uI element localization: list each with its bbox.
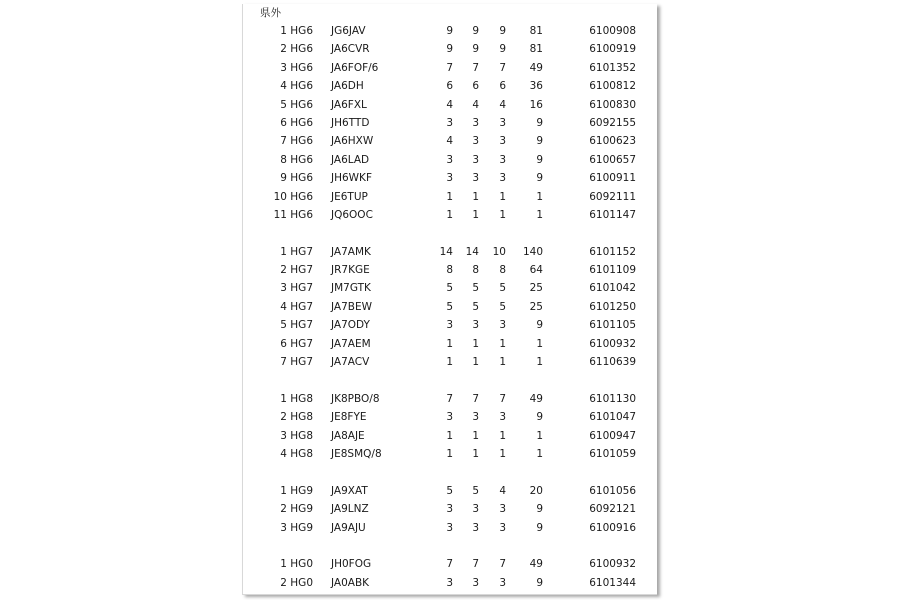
group-code-cell: HG9 (290, 484, 313, 497)
score-cell: 9 (536, 503, 543, 516)
entry-id-cell: 6101250 (589, 300, 636, 313)
result-group-hg9 (243, 482, 657, 537)
count-a-cell: 1 (446, 208, 453, 221)
rank-group-cell (280, 519, 313, 537)
group-code-cell: HG7 (290, 264, 313, 277)
group-code-cell: HG6 (290, 98, 313, 111)
count-a-cell: 7 (446, 392, 453, 405)
rank-cell: 6 (280, 116, 287, 129)
group-code-cell: HG6 (290, 190, 313, 203)
table-row (243, 132, 657, 150)
rank-group-cell (280, 574, 313, 592)
score-cell: 9 (536, 411, 543, 424)
table-row (243, 40, 657, 58)
entry-id-cell: 6101344 (589, 576, 636, 589)
count-b-cell: 1 (472, 356, 479, 369)
count-b-cell: 3 (472, 172, 479, 185)
count-a-cell: 3 (446, 116, 453, 129)
count-c-cell: 3 (499, 153, 506, 166)
rank-group-cell (280, 261, 313, 279)
callsign-cell: JK8PBO/8 (331, 392, 380, 405)
rank-group-cell (280, 427, 313, 445)
rank-cell: 1 (280, 245, 287, 258)
callsign-cell: JA7ODY (331, 319, 370, 332)
table-row (243, 261, 657, 279)
entry-id-cell: 6101109 (589, 264, 636, 277)
group-code-cell: HG7 (290, 282, 313, 295)
count-a-cell: 1 (446, 447, 453, 460)
rank-group-cell (280, 335, 313, 353)
count-c-cell: 3 (499, 521, 506, 534)
count-a-cell: 1 (446, 356, 453, 369)
count-c-cell: 3 (499, 576, 506, 589)
callsign-cell: JA6FXL (331, 98, 367, 111)
count-b-cell: 3 (472, 116, 479, 129)
score-cell: 49 (529, 61, 543, 74)
count-a-cell: 5 (446, 282, 453, 295)
count-a-cell: 6 (446, 80, 453, 93)
rank-group-cell (280, 114, 313, 132)
table-row (243, 482, 657, 500)
rank-cell: 3 (280, 521, 287, 534)
callsign-cell: JA8AJE (331, 429, 365, 442)
group-code-cell: HG6 (290, 135, 313, 148)
score-cell: 9 (536, 319, 543, 332)
callsign-cell: JA6LAD (331, 153, 370, 166)
group-code-cell: HG8 (290, 411, 313, 424)
section-title: 県外 (260, 7, 281, 19)
rank-group-cell (280, 169, 313, 187)
count-a-cell: 9 (446, 43, 453, 56)
rank-cell: 2 (280, 503, 287, 516)
count-c-cell: 1 (499, 208, 506, 221)
group-code-cell: HG9 (290, 521, 313, 534)
count-c-cell: 1 (499, 429, 506, 442)
callsign-cell: JA9XAT (331, 484, 368, 497)
rank-cell: 7 (280, 356, 287, 369)
count-b-cell: 5 (472, 282, 479, 295)
rank-group-cell (280, 353, 313, 371)
count-a-cell: 3 (446, 576, 453, 589)
count-a-cell: 1 (446, 429, 453, 442)
table-row (243, 59, 657, 77)
group-code-cell: HG7 (290, 300, 313, 313)
entry-id-cell: 6100919 (589, 43, 636, 56)
group-code-cell: HG6 (290, 208, 313, 221)
rank-group-cell (280, 482, 313, 500)
count-b-cell: 8 (472, 264, 479, 277)
count-a-cell: 3 (446, 172, 453, 185)
rank-cell: 2 (280, 43, 287, 56)
callsign-cell: JG6JAV (331, 25, 366, 37)
callsign-cell: JA0ABK (331, 576, 370, 589)
table-row (243, 96, 657, 114)
count-a-cell: 4 (446, 98, 453, 111)
count-a-cell: 3 (446, 521, 453, 534)
rank-cell: 11 (273, 208, 287, 221)
count-c-cell: 4 (499, 98, 506, 111)
results-panel (242, 4, 657, 595)
entry-id-cell: 6100932 (589, 337, 636, 350)
group-code-cell: HG7 (290, 245, 313, 258)
table-row (243, 243, 657, 261)
rank-cell: 10 (273, 190, 287, 203)
group-code-cell: HG0 (290, 576, 313, 589)
rank-cell: 1 (280, 558, 287, 571)
rank-group-cell (280, 298, 313, 316)
rank-cell: 9 (280, 172, 287, 185)
count-c-cell: 5 (499, 282, 506, 295)
score-cell: 9 (536, 116, 543, 129)
score-cell: 1 (536, 337, 543, 350)
count-b-cell: 6 (472, 80, 479, 93)
entry-id-cell: 6101056 (589, 484, 636, 497)
entry-id-cell: 6092121 (589, 503, 636, 516)
callsign-cell: JA6DH (331, 80, 364, 93)
count-c-cell: 7 (499, 558, 506, 571)
table-row (243, 408, 657, 426)
table-row (243, 574, 657, 592)
callsign-cell: JE8SMQ/8 (331, 447, 382, 460)
callsign-cell: JH6TTD (331, 116, 370, 129)
score-cell: 36 (529, 80, 543, 93)
score-cell: 1 (536, 208, 543, 221)
count-b-cell: 3 (472, 521, 479, 534)
table-row (243, 206, 657, 224)
rank-cell: 8 (280, 153, 287, 166)
callsign-cell: JA7ACV (331, 356, 370, 369)
count-b-cell: 1 (472, 190, 479, 203)
table-row (243, 279, 657, 297)
rank-group-cell (280, 555, 313, 573)
callsign-cell: JH6WKF (331, 172, 372, 185)
group-code-cell: HG6 (290, 172, 313, 185)
callsign-cell: JA6FOF/6 (331, 61, 379, 74)
count-a-cell: 1 (446, 337, 453, 350)
count-b-cell: 7 (472, 61, 479, 74)
callsign-cell: JA7AMK (331, 245, 371, 258)
group-code-cell: HG6 (290, 25, 313, 37)
count-c-cell: 9 (499, 43, 506, 56)
rank-cell: 1 (280, 25, 287, 37)
entry-id-cell: 6100908 (589, 25, 636, 37)
score-cell: 1 (536, 447, 543, 460)
entry-id-cell: 6100947 (589, 429, 636, 442)
callsign-cell: JE6TUP (331, 190, 368, 203)
table-row (243, 390, 657, 408)
group-code-cell: HG6 (290, 80, 313, 93)
entry-id-cell: 6101147 (589, 208, 636, 221)
callsign-cell: JA6HXW (331, 135, 374, 148)
count-c-cell: 6 (499, 80, 506, 93)
rank-cell: 3 (280, 282, 287, 295)
rank-group-cell (280, 500, 313, 518)
score-cell: 25 (529, 300, 543, 313)
group-code-cell: HG9 (290, 503, 313, 516)
rank-cell: 6 (280, 337, 287, 350)
score-cell: 9 (536, 172, 543, 185)
count-b-cell: 5 (472, 300, 479, 313)
rank-group-cell (280, 445, 313, 463)
score-cell: 16 (529, 98, 543, 111)
callsign-cell: JA7AEM (331, 337, 371, 350)
entry-id-cell: 6100657 (589, 153, 636, 166)
table-row (243, 519, 657, 537)
table-row (243, 188, 657, 206)
count-c-cell: 10 (492, 245, 506, 258)
group-code-cell: HG6 (290, 61, 313, 74)
table-row (243, 22, 657, 40)
table-row (243, 316, 657, 334)
count-c-cell: 1 (499, 356, 506, 369)
entry-id-cell: 6100623 (589, 135, 636, 148)
entry-id-cell: 6092155 (589, 116, 636, 129)
count-b-cell: 3 (472, 319, 479, 332)
count-a-cell: 3 (446, 503, 453, 516)
entry-id-cell: 6100911 (589, 172, 636, 185)
score-cell: 9 (536, 135, 543, 148)
count-a-cell: 7 (446, 61, 453, 74)
count-c-cell: 3 (499, 135, 506, 148)
callsign-cell: JM7GTK (331, 282, 371, 295)
table-row (243, 114, 657, 132)
count-a-cell: 3 (446, 153, 453, 166)
count-b-cell: 9 (472, 43, 479, 56)
count-c-cell: 8 (499, 264, 506, 277)
group-code-cell: HG8 (290, 429, 313, 442)
group-code-cell: HG7 (290, 319, 313, 332)
group-code-cell: HG0 (290, 558, 313, 571)
table-row (243, 445, 657, 463)
entry-id-cell: 6101352 (589, 61, 636, 74)
rank-group-cell (274, 188, 313, 206)
count-a-cell: 3 (446, 411, 453, 424)
count-c-cell: 3 (499, 172, 506, 185)
rank-group-cell (280, 408, 313, 426)
rank-group-cell (280, 279, 313, 297)
group-code-cell: HG6 (290, 116, 313, 129)
count-a-cell: 5 (446, 484, 453, 497)
table-row (243, 353, 657, 371)
rank-cell: 3 (280, 429, 287, 442)
score-cell: 64 (529, 264, 543, 277)
callsign-cell: JR7KGE (331, 264, 370, 277)
result-group-hg8 (243, 390, 657, 464)
table-row (243, 427, 657, 445)
rank-cell: 3 (280, 61, 287, 74)
rank-group-cell (280, 390, 313, 408)
count-b-cell: 3 (472, 153, 479, 166)
callsign-cell: JE8FYE (331, 411, 367, 424)
result-group-hg6 (243, 22, 657, 224)
count-b-cell: 7 (472, 392, 479, 405)
rank-group-cell (280, 40, 313, 58)
callsign-cell: JA6CVR (331, 43, 370, 56)
count-b-cell: 14 (465, 245, 479, 258)
count-a-cell: 5 (446, 300, 453, 313)
rank-group-cell (280, 151, 313, 169)
count-c-cell: 3 (499, 319, 506, 332)
score-cell: 81 (529, 43, 543, 56)
score-cell: 1 (536, 356, 543, 369)
count-a-cell: 8 (446, 264, 453, 277)
count-b-cell: 3 (472, 576, 479, 589)
table-row (243, 500, 657, 518)
score-cell: 20 (529, 484, 543, 497)
rank-cell: 4 (280, 80, 287, 93)
rank-cell: 2 (280, 264, 287, 277)
score-cell: 81 (529, 25, 543, 37)
callsign-cell: JA9AJU (331, 521, 366, 534)
score-cell: 9 (536, 576, 543, 589)
count-a-cell: 7 (446, 558, 453, 571)
group-code-cell: HG8 (290, 392, 313, 405)
table-row (243, 555, 657, 573)
count-c-cell: 7 (499, 392, 506, 405)
rank-cell: 7 (280, 135, 287, 148)
count-b-cell: 1 (472, 429, 479, 442)
rank-group-cell (280, 22, 313, 40)
entry-id-cell: 6101105 (589, 319, 636, 332)
results-list (243, 22, 657, 595)
rank-cell: 4 (280, 300, 287, 313)
rank-group-cell (280, 316, 313, 334)
entry-id-cell: 6101130 (589, 392, 636, 405)
score-cell: 140 (522, 245, 543, 258)
score-cell: 49 (529, 558, 543, 571)
count-a-cell: 9 (446, 25, 453, 37)
score-cell: 9 (536, 521, 543, 534)
count-c-cell: 1 (499, 447, 506, 460)
count-c-cell: 3 (499, 503, 506, 516)
count-c-cell: 7 (499, 61, 506, 74)
entry-id-cell: 6110639 (589, 356, 636, 369)
count-b-cell: 1 (472, 337, 479, 350)
entry-id-cell: 6100830 (589, 98, 636, 111)
count-c-cell: 9 (499, 25, 506, 37)
score-cell: 1 (536, 429, 543, 442)
callsign-cell: JQ6OOC (331, 208, 373, 221)
rank-cell: 2 (280, 411, 287, 424)
count-b-cell: 3 (472, 411, 479, 424)
score-cell: 49 (529, 392, 543, 405)
callsign-cell: JH0FOG (331, 558, 372, 571)
rank-cell: 1 (280, 484, 287, 497)
group-code-cell: HG6 (290, 153, 313, 166)
score-cell: 1 (536, 190, 543, 203)
callsign-cell: JA7BEW (331, 300, 372, 313)
group-code-cell: HG8 (290, 447, 313, 460)
result-group-hg0 (243, 555, 657, 592)
count-b-cell: 3 (472, 503, 479, 516)
count-a-cell: 3 (446, 319, 453, 332)
entry-id-cell: 6092111 (589, 190, 636, 203)
count-c-cell: 3 (499, 411, 506, 424)
rank-group-cell (280, 132, 313, 150)
entry-id-cell: 6101047 (589, 411, 636, 424)
score-cell: 25 (529, 282, 543, 295)
table-row (243, 335, 657, 353)
table-row (243, 151, 657, 169)
count-a-cell: 14 (439, 245, 453, 258)
count-c-cell: 5 (499, 300, 506, 313)
entry-id-cell: 6100812 (589, 80, 636, 93)
entry-id-cell: 6101059 (589, 447, 636, 460)
rank-group-cell (280, 96, 313, 114)
count-c-cell: 1 (499, 190, 506, 203)
table-row (243, 169, 657, 187)
entry-id-cell: 6100932 (589, 558, 636, 571)
rank-cell: 2 (280, 576, 287, 589)
rank-cell: 5 (280, 319, 287, 332)
score-cell: 9 (536, 153, 543, 166)
count-b-cell: 1 (472, 208, 479, 221)
count-b-cell: 3 (472, 135, 479, 148)
rank-group-cell (274, 206, 313, 224)
count-b-cell: 7 (472, 558, 479, 571)
callsign-cell: JA9LNZ (331, 503, 369, 516)
rank-cell: 1 (280, 392, 287, 405)
entry-id-cell: 6101152 (589, 245, 636, 258)
table-row (243, 77, 657, 95)
entry-id-cell: 6100916 (589, 521, 636, 534)
count-b-cell: 4 (472, 98, 479, 111)
count-c-cell: 4 (499, 484, 506, 497)
group-code-cell: HG7 (290, 356, 313, 369)
count-b-cell: 5 (472, 484, 479, 497)
rank-cell: 5 (280, 98, 287, 111)
result-group-hg7 (243, 243, 657, 372)
table-row (243, 298, 657, 316)
rank-group-cell (280, 243, 313, 261)
group-code-cell: HG6 (290, 43, 313, 56)
entry-id-cell: 6101042 (589, 282, 636, 295)
count-b-cell: 1 (472, 447, 479, 460)
count-c-cell: 3 (499, 116, 506, 129)
count-c-cell: 1 (499, 337, 506, 350)
count-b-cell: 9 (472, 25, 479, 37)
group-code-cell: HG7 (290, 337, 313, 350)
count-a-cell: 1 (446, 190, 453, 203)
rank-group-cell (280, 59, 313, 77)
rank-group-cell (280, 77, 313, 95)
count-a-cell: 4 (446, 135, 453, 148)
rank-cell: 4 (280, 447, 287, 460)
